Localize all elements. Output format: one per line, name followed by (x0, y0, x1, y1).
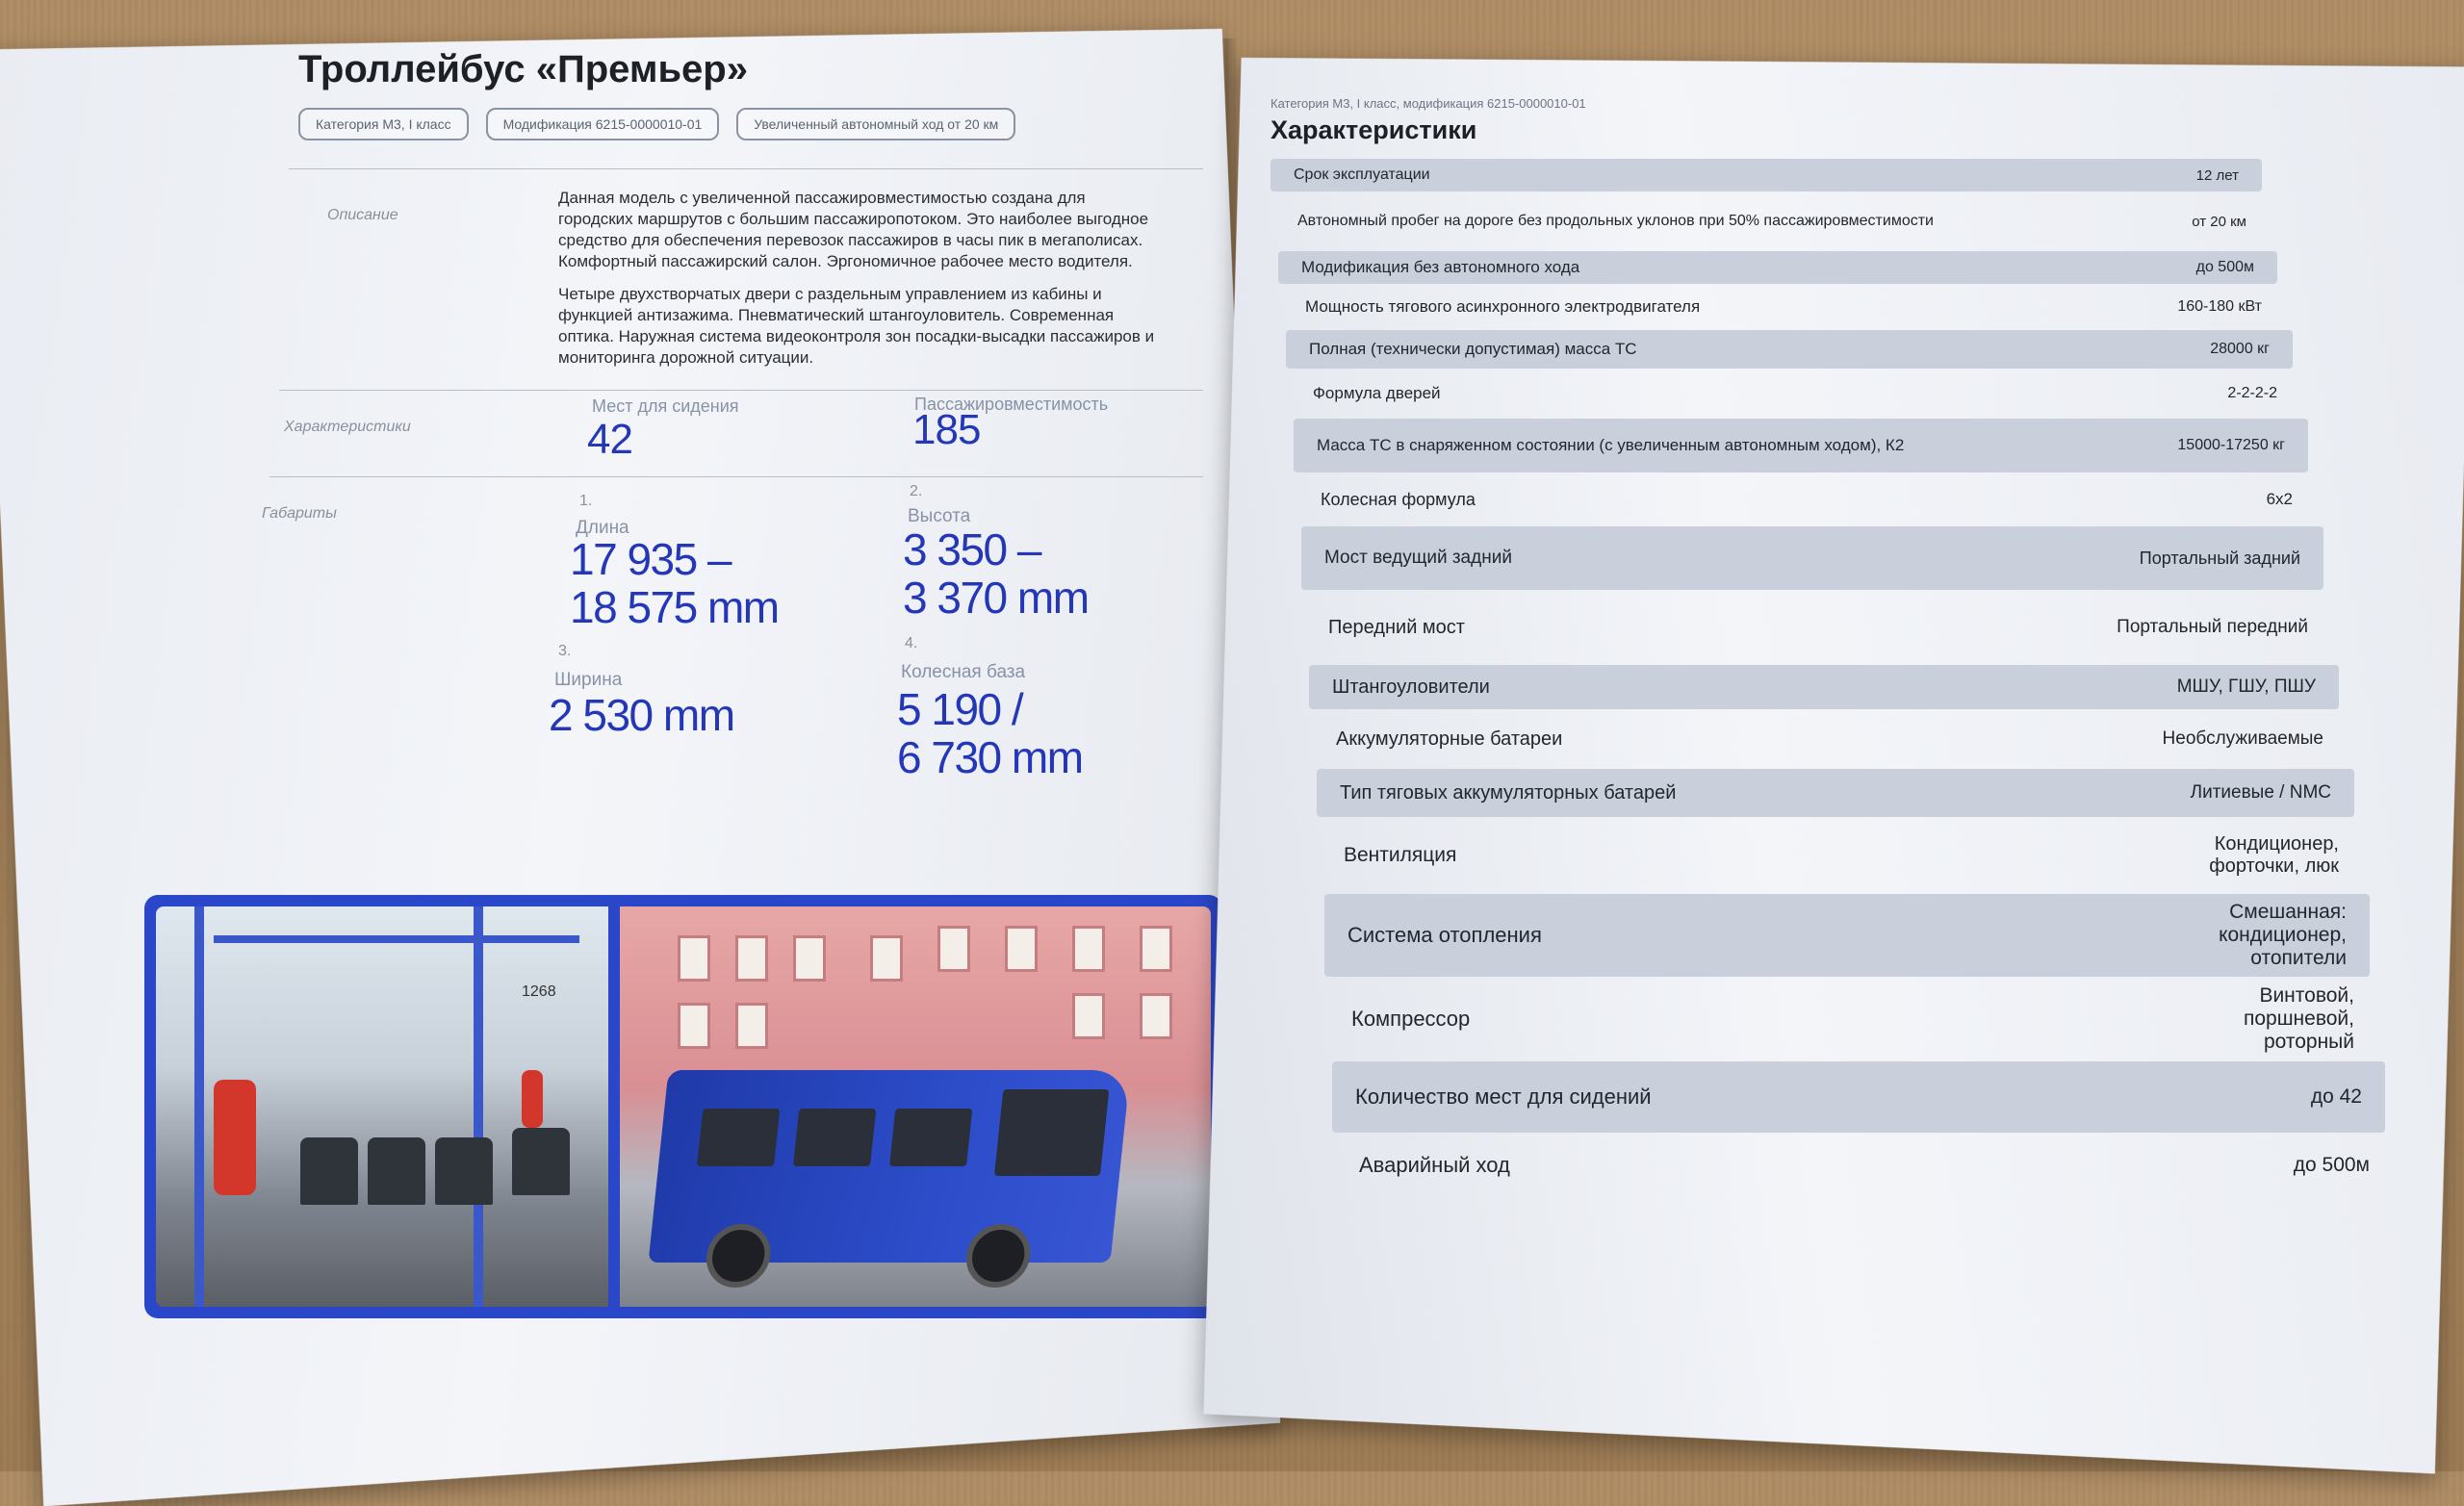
dim-value-line: 5 190 / (897, 684, 1023, 734)
divider (270, 476, 1203, 477)
bus-window (889, 1109, 972, 1166)
bus-window (697, 1109, 780, 1166)
spec-row (1270, 159, 2262, 191)
spec-row (1301, 526, 2323, 590)
building-window (870, 935, 903, 982)
spec-value: Смешанная: кондиционер, отопители (2219, 901, 2347, 969)
spec-row (1282, 290, 2285, 324)
trolleybus-street-photo (620, 906, 1211, 1307)
building-window (735, 935, 768, 982)
handrail-pole (194, 906, 204, 1307)
spec-row (1313, 715, 2347, 763)
handrail-pole (474, 906, 483, 1307)
building-window (793, 935, 826, 982)
dim-value-line: 2 530 mm (549, 690, 734, 740)
dim-value-length (570, 535, 779, 631)
chip-category: Категория М3, I класс (298, 108, 469, 140)
dim-label-length: Длина (576, 518, 629, 538)
building-window (678, 935, 710, 982)
spec-name: Мост ведущий задний (1324, 548, 1512, 568)
specs-subtitle: Категория М3, I класс, модификация 6215-0000010-01 (1270, 96, 1586, 111)
spec-name: Полная (технически допустимая) масса ТС (1309, 340, 1637, 358)
description-paragraph-2: Четыре двухстворчатых двери с раздельным управлением из кабины и функцией антизажима. Пневматический штангоуловитель. Современная оптика. Наружная система видеоконтроля зон посадки-высадки пассажиров и мониторинга дорожной ситуации. (558, 285, 1155, 367)
chip-autonomous: Увеличенный автономный ход от 20 км (736, 108, 1015, 140)
spec-value: 12 лет (2195, 166, 2239, 184)
spec-row (1305, 596, 2331, 659)
specs-table (1270, 159, 2370, 1198)
overhead-rail (214, 935, 579, 943)
dimensions-label: Габариты (262, 505, 337, 522)
seat (368, 1137, 425, 1205)
bus-wheel (704, 1224, 774, 1288)
seats-value: 42 (587, 416, 632, 463)
spec-name: Система отопления (1348, 923, 1542, 947)
dim-number-2: 2. (910, 483, 923, 499)
spec-row (1294, 419, 2308, 472)
bus-windshield (994, 1089, 1109, 1176)
dim-value-height (903, 525, 1089, 622)
spec-value: 160-180 кВт (2177, 298, 2262, 315)
spec-row (1332, 1061, 2385, 1133)
spec-value: 15000-17250 кг (2177, 437, 2285, 453)
seat (435, 1137, 493, 1205)
spec-row (1290, 374, 2300, 413)
spec-name: Аккумуляторные батареи (1336, 727, 1563, 750)
capacity-value: 185 (912, 406, 981, 453)
spec-name: Тип тяговых аккумуляторных батарей (1340, 781, 1677, 804)
capacity-label: Пассажировместимость (914, 395, 1109, 414)
dim-number-1: 1. (579, 493, 593, 509)
page-title: Троллейбус «Премьер» (298, 48, 748, 90)
tag-chips (298, 108, 1015, 140)
characteristics-label: Характеристики (284, 419, 411, 435)
spec-value: 2-2-2-2 (2227, 385, 2277, 401)
spec-name: Автономный пробег на дороге без продольных уклонов при 50% пассажировместимости (1297, 213, 1934, 229)
spec-row (1274, 197, 2270, 245)
building-window (1140, 993, 1172, 1039)
specs-title: Характеристики (1270, 115, 1477, 144)
divider (289, 168, 1203, 169)
spec-name: Передний мост (1328, 616, 1465, 638)
spec-value: Портальный задний (2139, 548, 2300, 568)
bus-wheel (963, 1224, 1034, 1288)
spec-value: до 500м (2293, 1154, 2370, 1176)
spec-name: Штангоуловители (1332, 676, 1490, 698)
building-window (735, 1003, 768, 1049)
dim-value-line: 3 370 mm (903, 573, 1089, 623)
spec-row (1336, 1138, 2393, 1192)
spec-row (1328, 983, 2377, 1056)
spec-name: Формула дверей (1313, 384, 1441, 402)
spec-row (1309, 665, 2339, 709)
spec-value: МШУ, ГШУ, ПШУ (2176, 676, 2316, 697)
building-window (1072, 926, 1105, 972)
spec-value: 28000 кг (2210, 341, 2270, 357)
dim-value-wheelbase (897, 685, 1083, 781)
dim-value-line: 3 350 – (903, 524, 1040, 574)
spec-value: Винтовой, поршневой, роторный (2243, 984, 2354, 1053)
spec-value: Портальный передний (2117, 617, 2308, 637)
spec-row (1317, 769, 2354, 817)
description-paragraph-1: Данная модель с увеличенной пассажировместимостью создана для городских маршрутов с большим пассажиропотоком. Это наиболее выгодное средство для обеспечения перевозок пассажиров в часы пик в мегаполисах. Комфортный пассажирский салон. Эргономичное рабочее место водителя. (558, 189, 1149, 270)
spec-name: Модификация без автономного хода (1301, 258, 1580, 276)
description-text (558, 188, 1155, 380)
building-window (1072, 993, 1105, 1039)
dim-label-wheelbase: Колесная база (901, 662, 1026, 682)
dim-value-line: 17 935 – (570, 534, 732, 584)
bus-window (793, 1109, 876, 1166)
divider (279, 390, 1203, 391)
dim-number-3: 3. (558, 643, 572, 659)
handrail-padding (214, 1080, 256, 1195)
seats-label: Мест для сидения (592, 396, 739, 416)
spec-row (1324, 894, 2370, 977)
building-window (1140, 926, 1172, 972)
spec-value: до 500м (2195, 259, 2254, 275)
spec-value: Необслуживаемые (2162, 728, 2323, 749)
vehicle-number-label: 1268 (522, 983, 556, 1000)
spec-name: Масса ТС в снаряженном состоянии (с увеличенным автономным ходом), К2 (1317, 436, 1905, 454)
photo-frame (144, 895, 1222, 1318)
spec-name: Компрессор (1351, 1007, 1471, 1031)
spec-row (1297, 478, 2316, 521)
handrail-padding (522, 1070, 543, 1128)
spec-value: Кондиционер, форточки, люк (2209, 833, 2339, 877)
description-label: Описание (327, 207, 398, 223)
dim-number-4: 4. (905, 635, 918, 651)
building-window (678, 1003, 710, 1049)
dim-label-width: Ширина (554, 670, 623, 690)
building-window (1005, 926, 1038, 972)
trolleybus (648, 1070, 1130, 1263)
bus-interior-photo (156, 906, 608, 1307)
spec-row (1321, 823, 2362, 888)
dim-value-width (549, 691, 734, 739)
spec-value: Литиевые / NMC (2190, 782, 2331, 803)
chip-modification: Модификация 6215-0000010-01 (486, 108, 720, 140)
spec-name: Колесная формула (1321, 489, 1476, 509)
building-window (937, 926, 970, 972)
spec-row (1278, 251, 2277, 284)
seat (512, 1128, 570, 1195)
spec-name: Аварийный ход (1359, 1153, 1510, 1177)
dim-value-line: 6 730 mm (897, 732, 1083, 782)
spec-name: Вентиляция (1344, 844, 1457, 866)
spec-value: до 42 (2310, 1085, 2362, 1108)
dim-label-height: Высота (908, 506, 971, 526)
spec-value: от 20 км (2192, 213, 2246, 230)
spec-row (1286, 330, 2293, 369)
spec-name: Количество мест для сидений (1355, 1085, 1652, 1109)
spec-value: 6х2 (2266, 490, 2293, 508)
seat (300, 1137, 358, 1205)
spec-name: Срок эксплуатации (1294, 166, 1430, 183)
spec-name: Мощность тягового асинхронного электродвигателя (1305, 297, 1701, 316)
dim-value-line: 18 575 mm (570, 582, 779, 632)
